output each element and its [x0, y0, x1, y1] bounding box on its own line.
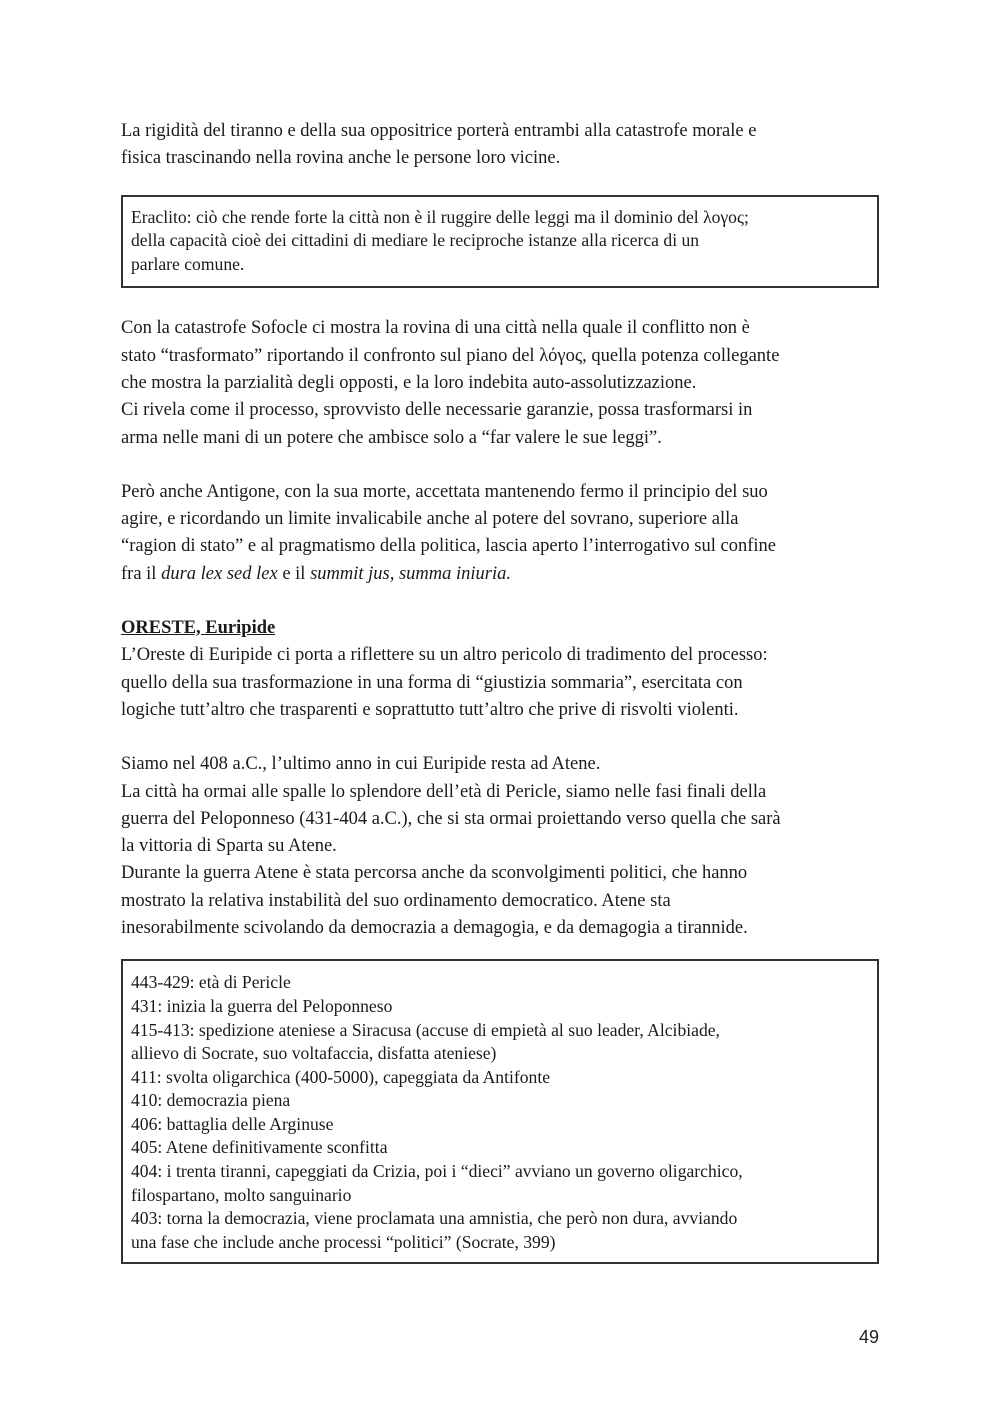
page-number: 49: [858, 1327, 879, 1347]
text-line: inesorabilmente scivolando da democrazia a demagogia, e da demagogia a tirannide.: [121, 918, 748, 939]
text-fragment: fra il: [121, 563, 162, 584]
text-line: La rigidità del tiranno e della sua oppositrice porterà entrambi alla catastrofe morale e: [121, 121, 757, 141]
timeline-line: 410: democrazia piena: [131, 1090, 291, 1111]
text-line: fisica trascinando nella rovina anche le persone loro vicine.: [121, 148, 561, 169]
eraclito-box: [121, 195, 879, 289]
timeline-line: una fase che include anche processi “politici” (Socrate, 399): [131, 1231, 556, 1252]
text-line: La città ha ormai alle spalle lo splendore dell’età di Pericle, siamo nelle fasi finali della: [121, 781, 767, 802]
text-line: stato “trasformato” riportando il confronto sul piano del λόγος, quella potenza collegante: [121, 345, 780, 366]
timeline-line: 403: torna la democrazia, viene proclamata una amnistia, che però non dura, avviando: [131, 1208, 738, 1229]
box-line: della capacità cioè dei cittadini di mediare le reciproche istanze alla ricerca di un: [131, 230, 700, 251]
box-line: Eraclito: ciò che rende forte la città non è il ruggire delle leggi ma il dominio del λογος;: [131, 206, 749, 227]
text-line: guerra del Peloponneso (431-404 a.C.), che si sta ormai proiettando verso quella che sarà: [121, 808, 781, 829]
page-content: [121, 118, 879, 1264]
text-line: Ci rivela come il processo, sprovvisto delle necessarie garanzie, possa trasformarsi in: [121, 400, 753, 421]
timeline-line: 404: i trenta tiranni, capeggiati da Crizia, poi i “dieci” avviano un governo oligarchico,: [131, 1161, 743, 1182]
text-line: Però anche Antigone, con la sua morte, accettata mantenendo fermo il principio del suo: [121, 481, 768, 502]
text-line: L’Oreste di Euripide ci porta a riflettere su un altro pericolo di tradimento del processo:: [121, 645, 768, 666]
oreste-paragraph: [121, 642, 879, 724]
latin-phrase: dura lex sed lex: [161, 563, 278, 584]
text-line: logiche tutt’altro che trasparenti e soprattutto tutt’altro che prive di risvolti violenti.: [121, 699, 739, 720]
text-line: quello della sua trasformazione in una forma di “giustizia sommaria”, esercitata con: [121, 672, 743, 693]
latin-phrase: summit jus, summa iniuria.: [310, 563, 512, 584]
text-line: Durante la guerra Atene è stata percorsa anche da sconvolgimenti politici, che hanno: [121, 863, 748, 884]
timeline-line: 415-413: spedizione ateniese a Siracusa (accuse di empietà al suo leader, Alcibiade,: [131, 1019, 720, 1040]
text-line: “ragion di stato” e al pragmatismo della politica, lascia aperto l’interrogativo sul confine: [121, 536, 776, 557]
text-line: agire, e ricordando un limite invalicabile anche al potere del sovrano, superiore alla: [121, 509, 739, 530]
text-line: [121, 561, 879, 588]
timeline-line: allievo di Socrate, suo voltafaccia, disfatta ateniese): [131, 1043, 497, 1064]
text-line: mostrato la relativa instabilità del suo ordinamento democratico. Atene sta: [121, 890, 671, 911]
antigone-paragraph: [121, 479, 879, 588]
timeline-line: 411: svolta oligarchica (400-5000), capeggiata da Antifonte: [131, 1066, 551, 1087]
timeline-line: 443-429: età di Pericle: [131, 972, 291, 993]
text-line: che mostra la parzialità degli opposti, e la loro indebita auto-assolutizzazione.: [121, 372, 697, 393]
timeline-line: 431: inizia la guerra del Peloponneso: [131, 995, 393, 1016]
box-line: parlare comune.: [131, 253, 245, 274]
context-paragraph: [121, 751, 879, 942]
text-line: Siamo nel 408 a.C., l’ultimo anno in cui Euripide resta ad Atene.: [121, 754, 601, 775]
text-line: la vittoria di Sparta su Atene.: [121, 836, 337, 857]
timeline-line: filospartano, molto sanguinario: [131, 1184, 352, 1205]
catastrofe-paragraph: [121, 315, 879, 451]
text-fragment: e il: [277, 563, 311, 584]
text-line: arma nelle mani di un potere che ambisce solo a “far valere le sue leggi”.: [121, 427, 662, 448]
timeline-line: 406: battaglia delle Arginuse: [131, 1113, 334, 1134]
timeline-box: [121, 959, 879, 1264]
section-heading: ORESTE, Euripide: [121, 618, 276, 639]
intro-paragraph: [121, 118, 879, 173]
text-line: Con la catastrofe Sofocle ci mostra la rovina di una città nella quale il conflitto non è: [121, 318, 750, 339]
timeline-line: 405: Atene definitivamente sconfitta: [131, 1137, 388, 1158]
